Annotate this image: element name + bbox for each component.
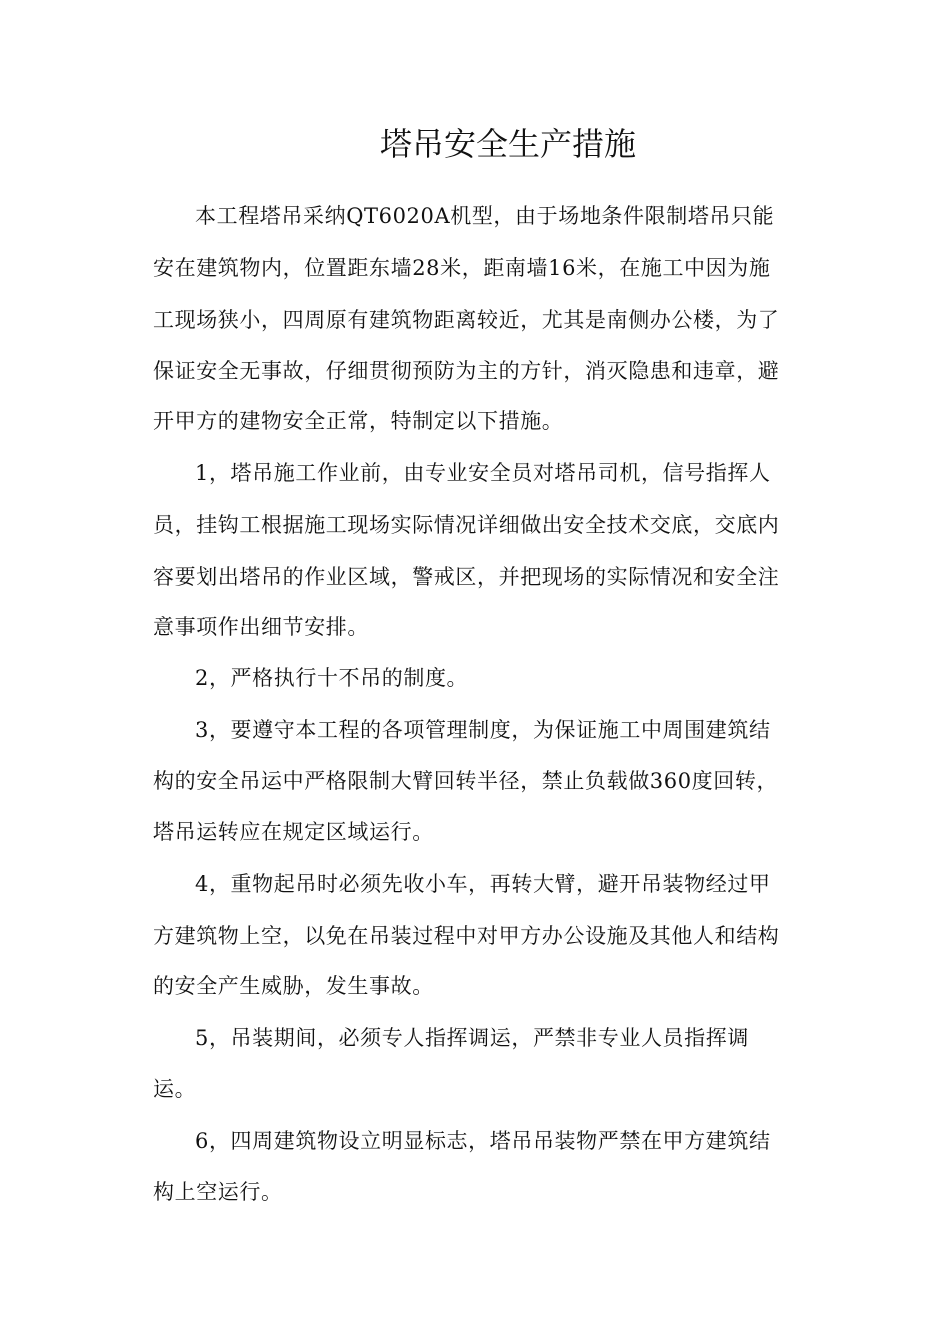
text-line: 容要划出塔吊的作业区域，警戒区，并把现场的实际情况和安全注 [153, 565, 780, 589]
text-line: 5，吊装期间，必须专人指挥调运，严禁非专业人员指挥调 [195, 1026, 749, 1050]
document-title: 塔吊安全生产措施 [379, 125, 636, 163]
text-line: 构的安全吊运中严格限制大臂回转半径，禁止负载做360度回转， [153, 769, 779, 793]
text-line: 员，挂钩工根据施工现场实际情况详细做出安全技术交底，交底内 [153, 513, 780, 537]
text-line: 4，重物起吊时必须先收小车，再转大臂，避开吊装物经过甲 [195, 872, 771, 896]
text-line: 本工程塔吊采纳QT6020A机型，由于场地条件限制塔吊只能 [195, 204, 775, 228]
text-line: 6，四周建筑物设立明显标志，塔吊吊装物严禁在甲方建筑结 [195, 1129, 771, 1153]
text-line: 3，要遵守本工程的各项管理制度，为保证施工中周围建筑结 [195, 718, 771, 742]
text-line: 工现场狭小，四周原有建筑物距离较近，尤其是南侧办公楼，为了 [153, 308, 780, 332]
text-line: 2，严格执行十不吊的制度。 [195, 666, 469, 690]
text-line: 构上空运行。 [153, 1180, 283, 1204]
text-line: 保证安全无事故，仔细贯彻预防为主的方针，消灭隐患和违章，避 [153, 359, 780, 383]
text-line: 方建筑物上空，以免在吊装过程中对甲方办公设施及其他人和结构 [153, 924, 780, 948]
text-line: 塔吊运转应在规定区域运行。 [153, 820, 434, 844]
text-line: 安在建筑物内，位置距东墙28米，距南墙16米，在施工中因为施 [153, 256, 771, 280]
text-line: 运。 [153, 1077, 197, 1101]
text-line: 开甲方的建物安全正常，特制定以下措施。 [153, 409, 564, 433]
text-line: 的安全产生威胁，发生事故。 [153, 974, 434, 998]
text-line: 1，塔吊施工作业前，由专业安全员对塔吊司机，信号指挥人 [195, 461, 771, 485]
text-line: 意事项作出细节安排。 [153, 615, 369, 639]
